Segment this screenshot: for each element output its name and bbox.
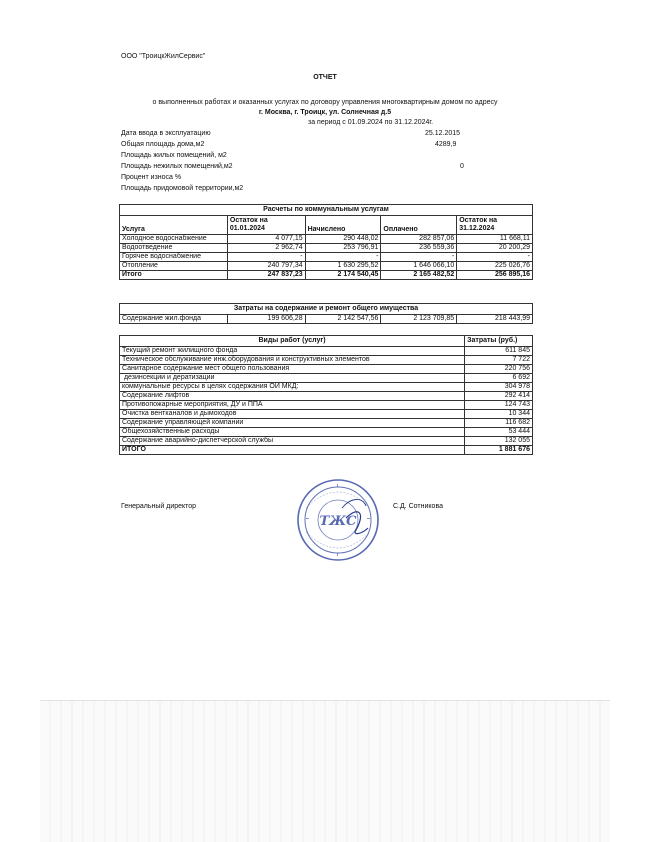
table-cell: 225 026,76 <box>457 262 533 271</box>
company-name: ООО "ТроицкЖилСервис" <box>121 53 206 60</box>
report-period: за период с 01.09.2024 по 31.12.2024г. <box>308 119 434 126</box>
table-row <box>120 374 533 383</box>
info-label: Площадь жилых помещений, м2 <box>121 152 227 159</box>
table-cell: - <box>227 253 305 262</box>
next-page-edge <box>40 700 610 842</box>
table-cell: 290 448,02 <box>305 235 381 244</box>
table-cell: 236 559,36 <box>381 244 457 253</box>
table-cell: 611 845 <box>465 347 533 356</box>
table-cell: Холодное водоснабжение <box>120 235 228 244</box>
table-cell: 2 962,74 <box>227 244 305 253</box>
info-value: 4289,9 <box>435 141 457 148</box>
table-cell: 218 443,99 <box>457 315 533 324</box>
table-cell: коммунальные ресурсы в целях содержания ОИ МКД: <box>120 383 465 392</box>
info-label: Площадь нежилых помещений,м2 <box>121 163 233 170</box>
table-cell: 1 646 066,10 <box>381 262 457 271</box>
column-header: Затраты (руб.) <box>465 336 533 347</box>
table-row <box>120 235 533 244</box>
table-row <box>120 365 533 374</box>
info-label: Площадь придомовой территории,м2 <box>121 185 244 192</box>
table-cell: 116 682 <box>465 419 533 428</box>
table-row <box>120 262 533 271</box>
table-cell: 7 722 <box>465 356 533 365</box>
table-cell: 132 055 <box>465 437 533 446</box>
table-cell: 253 796,91 <box>305 244 381 253</box>
works-table <box>119 335 533 455</box>
info-value: 0 <box>460 163 464 170</box>
info-label: Процент износа % <box>121 174 182 181</box>
table-cell: Содержание управляющей компании <box>120 419 465 428</box>
table-cell: 124 743 <box>465 401 533 410</box>
table-cell: 240 797,34 <box>227 262 305 271</box>
table-row <box>120 356 533 365</box>
seal-logo-text: ТЖС <box>319 514 357 529</box>
table-cell: 199 606,28 <box>227 315 305 324</box>
table-cell: 2 174 540,45 <box>305 271 381 280</box>
table-cell: 2 123 709,85 <box>381 315 457 324</box>
table-cell: дезинсекции и дератизации <box>120 374 465 383</box>
table-row <box>120 419 533 428</box>
table-row <box>120 392 533 401</box>
table-cell: 2 142 547,56 <box>305 315 381 324</box>
table-cell: Содержание жил.фонда <box>120 315 228 324</box>
table-cell: 11 668,11 <box>457 235 533 244</box>
table-cell: - <box>381 253 457 262</box>
table-cell: Очистка вентканалов и дымоходов <box>120 410 465 419</box>
info-label: Общая площадь дома,м2 <box>121 141 205 148</box>
document-page <box>40 0 610 700</box>
table-cell: 1 630 295,52 <box>305 262 381 271</box>
table-row <box>120 410 533 419</box>
table-cell: 304 978 <box>465 383 533 392</box>
total-row <box>120 271 533 280</box>
table-cell: Санитарное содержание мест общего пользования <box>120 365 465 374</box>
table-cell: 10 344 <box>465 410 533 419</box>
table-cell: Водоотведение <box>120 244 228 253</box>
table-cell: 292 414 <box>465 392 533 401</box>
column-header: Услуга <box>120 216 228 235</box>
table-row <box>120 253 533 262</box>
info-label: Дата ввода в эксплуатацию <box>121 130 211 137</box>
column-header: Виды работ (услуг) <box>120 336 465 347</box>
column-header: Остаток на 31.12.2024 <box>457 216 533 235</box>
table-row <box>120 428 533 437</box>
table-row <box>120 401 533 410</box>
table-cell: Итого <box>120 271 228 280</box>
signatory-name: С.Д. Сотникова <box>393 503 443 510</box>
table-row <box>120 315 533 324</box>
table-cell: - <box>305 253 381 262</box>
table-cell: Горячее водоснабжение <box>120 253 228 262</box>
table-cell: 282 857,06 <box>381 235 457 244</box>
info-value: 25.12.2015 <box>425 130 461 137</box>
table-cell: Содержание аварийно-диспетчерской службы <box>120 437 465 446</box>
table-row <box>120 383 533 392</box>
table-cell: 1 881 676 <box>465 446 533 455</box>
utilities-title: Расчеты по коммунальным услугам <box>120 205 533 216</box>
column-header: Оплачено <box>381 216 457 235</box>
table-row <box>120 347 533 356</box>
table-row <box>120 244 533 253</box>
utilities-table <box>119 204 533 280</box>
total-row <box>120 446 533 455</box>
maintenance-title: Затраты на содержание и ремонт общего имущества <box>120 304 533 315</box>
maintenance-table <box>119 303 533 324</box>
table-cell: 4 077,15 <box>227 235 305 244</box>
table-cell: Общехозяйственные расходы <box>120 428 465 437</box>
table-cell: Текущий ремонт жилищного фонда <box>120 347 465 356</box>
table-cell: - <box>457 253 533 262</box>
table-cell: 6 692 <box>465 374 533 383</box>
table-cell: 247 837,23 <box>227 271 305 280</box>
table-cell: Содержание лифтов <box>120 392 465 401</box>
table-row <box>120 437 533 446</box>
column-header: Начислено <box>305 216 381 235</box>
table-cell: ИТОГО <box>120 446 465 455</box>
report-title: ОТЧЕТ <box>313 74 337 81</box>
table-cell: 220 756 <box>465 365 533 374</box>
column-header: Остаток на 01.01.2024 <box>227 216 305 235</box>
table-cell: 53 444 <box>465 428 533 437</box>
signatory-position: Генеральный директор <box>121 503 197 510</box>
table-cell: Противопожарные мероприятия, ДУ и ППА <box>120 401 465 410</box>
table-cell: 2 165 482,52 <box>381 271 457 280</box>
table-cell: 20 200,29 <box>457 244 533 253</box>
report-address: г. Москва, г. Троицк, ул. Солнечная д.5 <box>258 109 392 116</box>
table-cell: 256 895,16 <box>457 271 533 280</box>
table-cell: Отопление <box>120 262 228 271</box>
report-subtitle: о выполненных работах и оказанных услугах по договору управления многоквартирным домом по адресу <box>152 99 498 106</box>
company-seal-icon <box>296 478 380 562</box>
table-cell: Техническое обслуживание инж.оборудования и конструктивных элементов <box>120 356 465 365</box>
